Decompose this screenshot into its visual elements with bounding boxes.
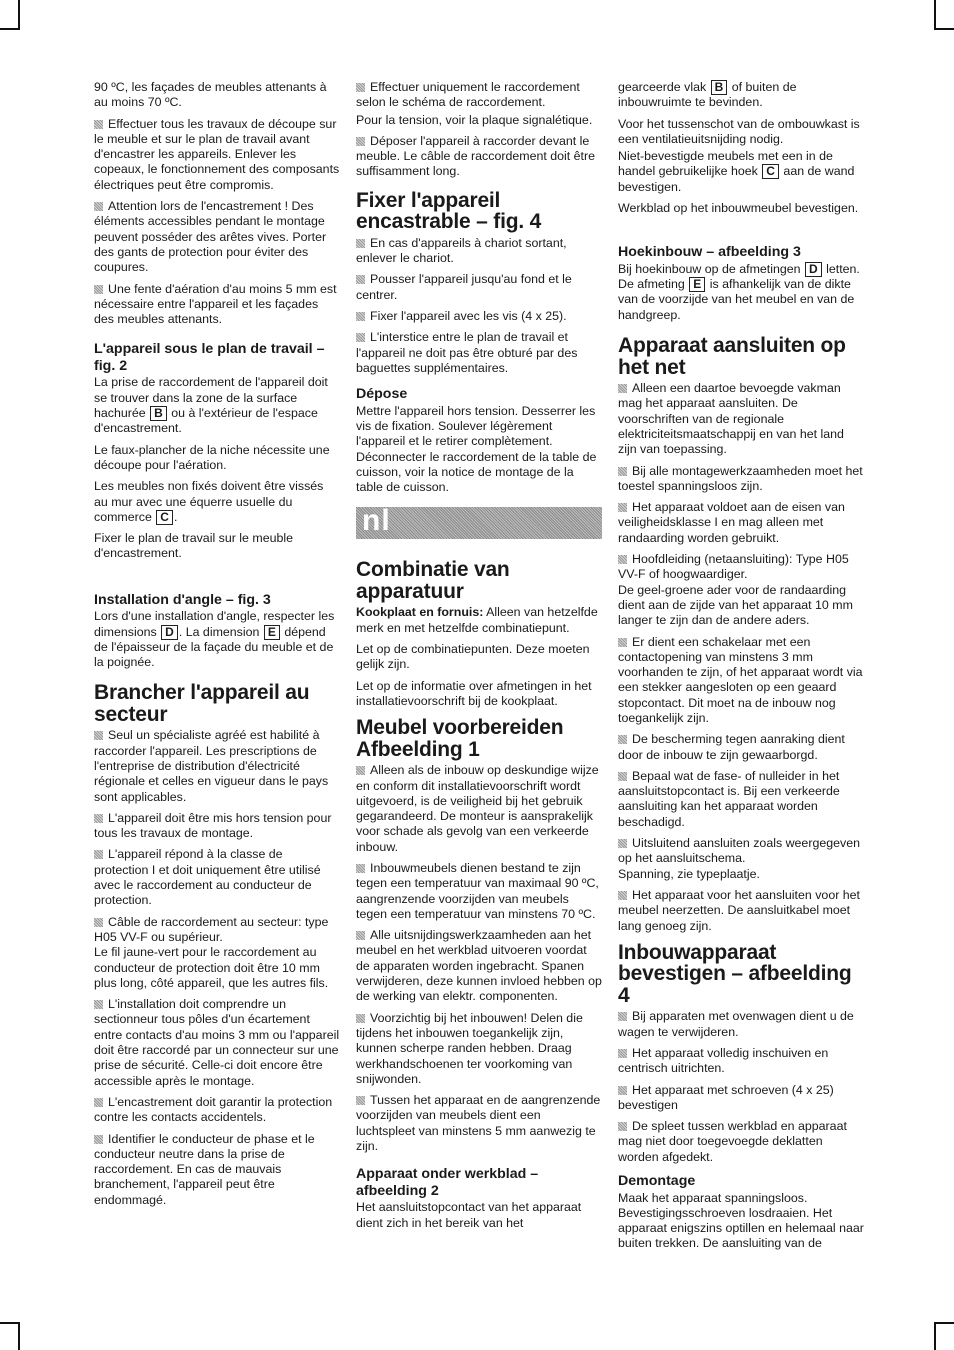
bullet-item: Uitsluitend aansluiten zoals weergegeven op het aansluitschema. bbox=[618, 836, 864, 867]
section-heading-hoekinbouw: Hoekinbouw – afbeelding 3 bbox=[618, 244, 801, 261]
bullet-item: Het apparaat voldoet aan de eisen van veiligheidsklasse I en mag alleen met randaarding worden gebruikt. bbox=[618, 500, 864, 546]
paragraph: Niet-bevestigde meubels met een in de handel gebruikelijke hoek C aan de wand bevestigen. bbox=[618, 149, 855, 194]
bullet-item: Bepaal wat de fase- of nulleider in het aansluitstopcontact is. Bij een verkeerde aansluiting kan het apparaat worden beschadigd. bbox=[618, 769, 864, 830]
section-heading-brancher: Brancher l'appareil au secteur bbox=[94, 681, 310, 726]
bullet-item: Une fente d'aération d'au moins 5 mm est nécessaire entre l'appareil et les façades des meubles attenants. bbox=[94, 282, 340, 328]
language-marker-bar bbox=[356, 504, 602, 539]
label-box-d: D bbox=[161, 625, 178, 640]
bullet-item: Alleen als de inbouw op deskundige wijze en conform dit installatievoorschrift wordt uitgevoerd, is de veiligheid bij het gebruik gegarandeerd. De monteur is aansprakelijk voor schade als gevolg van een verkeerde inbouw. bbox=[356, 763, 602, 855]
paragraph: Spanning, zie typeplaatje. bbox=[618, 866, 760, 881]
paragraph: Maak het apparaat spanningsloos. Bevestigingsschroeven losdraaien. Het apparaat enigszins optillen en helemaal naar buiten trekken. De aansluiting van de bbox=[618, 1190, 864, 1251]
bullet-item: L'appareil répond à la classe de protection I et doit uniquement être utilisé avec le raccordement au conducteur de protection. bbox=[94, 847, 340, 908]
paragraph: Let op de informatie over afmetingen in het installatievoorschrift bij de kookplaat. bbox=[356, 678, 592, 708]
bullet-item: Bij apparaten met ovenwagen dient u de wagen te verwijderen. bbox=[618, 1009, 864, 1040]
section-heading-aansluiten: Apparaat aansluiten op het net bbox=[618, 334, 846, 379]
crop-mark-top-right-h bbox=[934, 28, 954, 30]
section-heading-angle: Installation d'angle – fig. 3 bbox=[94, 591, 271, 608]
bullet-item: Het apparaat met schroeven (4 x 25) bevestigen bbox=[618, 1083, 864, 1114]
paragraph: De geel-groene ader voor de randaarding dient aan de zijde van het apparaat 10 mm langer te zijn dan de andere aders. bbox=[618, 582, 853, 628]
bullet-item: Alleen een daartoe bevoegde vakman mag het apparaat aansluiten. De voorschriften van de regionale elektriciteitsmaatschappij en van het land zijn van toepassing. bbox=[618, 381, 864, 457]
section-heading-inbouwapparaat: Inbouwapparaat bevestigen – afbeelding 4 bbox=[618, 940, 852, 1007]
paragraph: Bij hoekinbouw op de afmetingen D letten. De afmeting E is afhankelijk van de dikte van de voorzijde van het meubel en van de handgreep. bbox=[618, 261, 860, 322]
paragraph: Voor het tussenschot van de ombouwkast is een ventilatieuitsnijding nodig. bbox=[618, 116, 860, 146]
bullet-item: Alle uitsnijdingswerkzaamheden aan het meubel en het werkblad uitvoeren voordat de apparaten worden ingebracht. Spanen verwijderen, deze kunnen invloed hebben op de werking van elektr. componenten. bbox=[356, 928, 602, 1004]
crop-mark-bottom-left-h bbox=[0, 1322, 20, 1324]
bullet-item: De bescherming tegen aanraking dient door de inbouw te zijn gewaarborgd. bbox=[618, 732, 864, 763]
bullet-item: Hoofdleiding (netaansluiting): Type H05 VV-F of hoogwaardiger. bbox=[618, 552, 864, 583]
bullet-item: Câble de raccordement au secteur: type H05 VV-F ou supérieur. bbox=[94, 915, 340, 946]
section-heading-meubel: Meubel voorbereiden Afbeelding 1 bbox=[356, 716, 564, 761]
bullet-item: Bij alle montagewerkzaamheden moet het toestel spanningsloos zijn. bbox=[618, 463, 863, 493]
bullet-item: L'appareil doit être mis hors tension pour tous les travaux de montage. bbox=[94, 811, 340, 842]
bullet-item: Identifier le conducteur de phase et le conducteur neutre dans la prise de raccordement. En cas de mauvais branchement, l'appareil peut être endommagé. bbox=[94, 1132, 340, 1208]
bullet-item: Déposer l'appareil à raccorder devant le meuble. Le câble de raccordement doit être suffisamment long. bbox=[356, 134, 602, 180]
crop-mark-bottom-right-v bbox=[934, 1322, 936, 1350]
bullet-item: Voorzichtig bij het inbouwen! Delen die tijdens het inbouwen toegankelijk zijn, kunnen scherpe randen hebben. Draag werkhandschoenen ter voorkoming van snijwonden. bbox=[356, 1011, 602, 1087]
label-box-e: E bbox=[689, 277, 705, 292]
paragraph: Les meubles non fixés doivent être vissés au mur avec une équerre usuelle du commerce C . bbox=[94, 479, 324, 524]
bullet-item: Het apparaat volledig inschuiven en centrisch uitrichten. bbox=[618, 1046, 864, 1077]
crop-mark-bottom-left-v bbox=[18, 1322, 20, 1350]
paragraph: Pour la tension, voir la plaque signalétique. bbox=[356, 112, 593, 127]
bullet-item: De spleet tussen werkblad en apparaat mag niet door toegevoegde deklatten worden afgedekt. bbox=[618, 1119, 864, 1165]
label-box-c: C bbox=[762, 164, 779, 179]
paragraph: Kookplaat en fornuis: Alleen van hetzelfde merk en met hetzelfde combinatiepunt. bbox=[356, 605, 598, 635]
bullet-item: Fixer l'appareil avec les vis (4 x 25). bbox=[356, 309, 602, 324]
paragraph: Lors d'une installation d'angle, respecter les dimensions D . La dimension E dépend de l'épaisseur de la façade du meuble et de la poignée. bbox=[94, 609, 335, 670]
bullet-item: Effectuer tous les travaux de découpe sur le meuble et sur le plan de travail avant d'encastrer les appareils. Enlever les copeaux, le fonctionnement des composants électriques peut être compromis. bbox=[94, 116, 340, 192]
bullet-item: L'interstice entre le plan de travail et l'appareil ne doit pas être obturé par des baguettes supplémentaires. bbox=[356, 330, 602, 376]
paragraph: Fixer le plan de travail sur le meuble d'encastrement. bbox=[94, 531, 294, 561]
label-box-c: C bbox=[156, 510, 173, 525]
bullet-item: Tussen het apparaat en de aangrenzende voorzijden van meubels dient een luchtspleet van minstens 5 mm aanwezig te zijn. bbox=[356, 1093, 601, 1154]
crop-mark-top-right-v bbox=[934, 0, 936, 30]
section-heading-fixer: Fixer l'appareil encastrable – fig. 4 bbox=[356, 188, 542, 234]
section-heading-combinatie: Combinatie van apparatuur bbox=[356, 558, 510, 603]
bullet-item: L'encastrement doit garantir la protection contre les contacts accidentels. bbox=[94, 1095, 340, 1126]
paragraph: Werkblad op het inbouwmeubel bevestigen. bbox=[618, 201, 859, 216]
section-heading-sous-plan: L'appareil sous le plan de travail – fig. 2 bbox=[94, 341, 325, 374]
bullet-item: En cas d'appareils à chariot sortant, enlever le chariot. bbox=[356, 236, 602, 267]
bullet-item: Het apparaat voor het aansluiten voor het meubel neerzetten. De aansluitkabel moet lang genoeg zijn. bbox=[618, 888, 864, 934]
crop-mark-top-left-v bbox=[18, 0, 20, 30]
paragraph: 90 ºC, les façades de meubles attenants à au moins 70 ºC. bbox=[94, 80, 327, 110]
column-dutch-3 bbox=[618, 80, 864, 1252]
paragraph: Let op de combinatiepunten. Deze moeten gelijk zijn. bbox=[356, 642, 590, 672]
paragraph: Het aansluitstopcontact van het apparaat dient zich in het bereik van het bbox=[356, 1200, 582, 1230]
paragraph: gearceerde vlak B of buiten de inbouwruimte te bevinden. bbox=[618, 80, 797, 110]
label-box-d: D bbox=[805, 262, 822, 277]
paragraph: Le faux-plancher de la niche nécessite une découpe pour l'aération. bbox=[94, 442, 330, 472]
bullet-item: Pousser l'appareil jusqu'au fond et le centrer. bbox=[356, 272, 602, 303]
paragraph: La prise de raccordement de l'appareil doit se trouver dans la zone de la surface hachurée B ou à l'extérieur de l'espace d'encastrement. bbox=[94, 375, 328, 436]
bullet-item: L'installation doit comprendre un sectionneur tous pôles d'un écartement entre contacts d'au moins 3 mm ou l'appareil doit être raccordé par un connecteur sur une prise de sécurité. Celle-ci doit encore être accessible après le montage. bbox=[94, 997, 340, 1088]
language-code: nl bbox=[362, 504, 391, 538]
column-french-1 bbox=[94, 80, 340, 1208]
paragraph: Mettre l'appareil hors tension. Desserrer les vis de fixation. Soulever légèrement l'appareil et le retirer complètement. Déconnecter le raccordement de la table de cuisson, voir la notice de montage de la table de cuisson. bbox=[356, 403, 597, 495]
bullet-item: Attention lors de l'encastrement ! Des éléments accessibles pendant le montage peuvent posséder des arêtes vives. Porter des gants de protection pour éviter des coupures. bbox=[94, 199, 340, 275]
bullet-item: Seul un spécialiste agréé est habilité à raccorder l'appareil. Les prescriptions de l'entreprise de distribution d'électricité régionale et celles en vigueur dans le pays sont applicables. bbox=[94, 728, 340, 804]
bullet-item: Er dient een schakelaar met een contactopening van minstens 3 mm voorhanden te zijn, of het apparaat wordt via een stekker aangesloten op een geaard stopcontact. Dit moet na de inbouw nog toegankelijk zijn. bbox=[618, 634, 863, 725]
section-heading-demontage: Demontage bbox=[618, 1173, 696, 1190]
section-heading-onder-werkblad: Apparaat onder werkblad – afbeelding 2 bbox=[356, 1166, 539, 1199]
crop-mark-top-left-h bbox=[0, 28, 20, 30]
paragraph: Le fil jaune-vert pour le raccordement au conducteur de protection doit être 10 mm plus long, côté appareil, que les autres fils. bbox=[94, 945, 329, 990]
label-box-b: B bbox=[711, 80, 728, 95]
bullet-item: Inbouwmeubels dienen bestand te zijn tegen een temperatuur van maximaal 90 ºC, aangrenzende voorzijden van meubels tegen een temperatuur van minstens 70 ºC. bbox=[356, 861, 602, 922]
label-box-e: E bbox=[264, 625, 280, 640]
crop-mark-bottom-right-h bbox=[934, 1322, 954, 1324]
label-box-b: B bbox=[150, 406, 167, 421]
section-heading-depose: Dépose bbox=[356, 386, 408, 403]
bullet-item: Effectuer uniquement le raccordement selon le schéma de raccordement. bbox=[356, 80, 602, 111]
column-french-dutch-2 bbox=[356, 80, 602, 1231]
